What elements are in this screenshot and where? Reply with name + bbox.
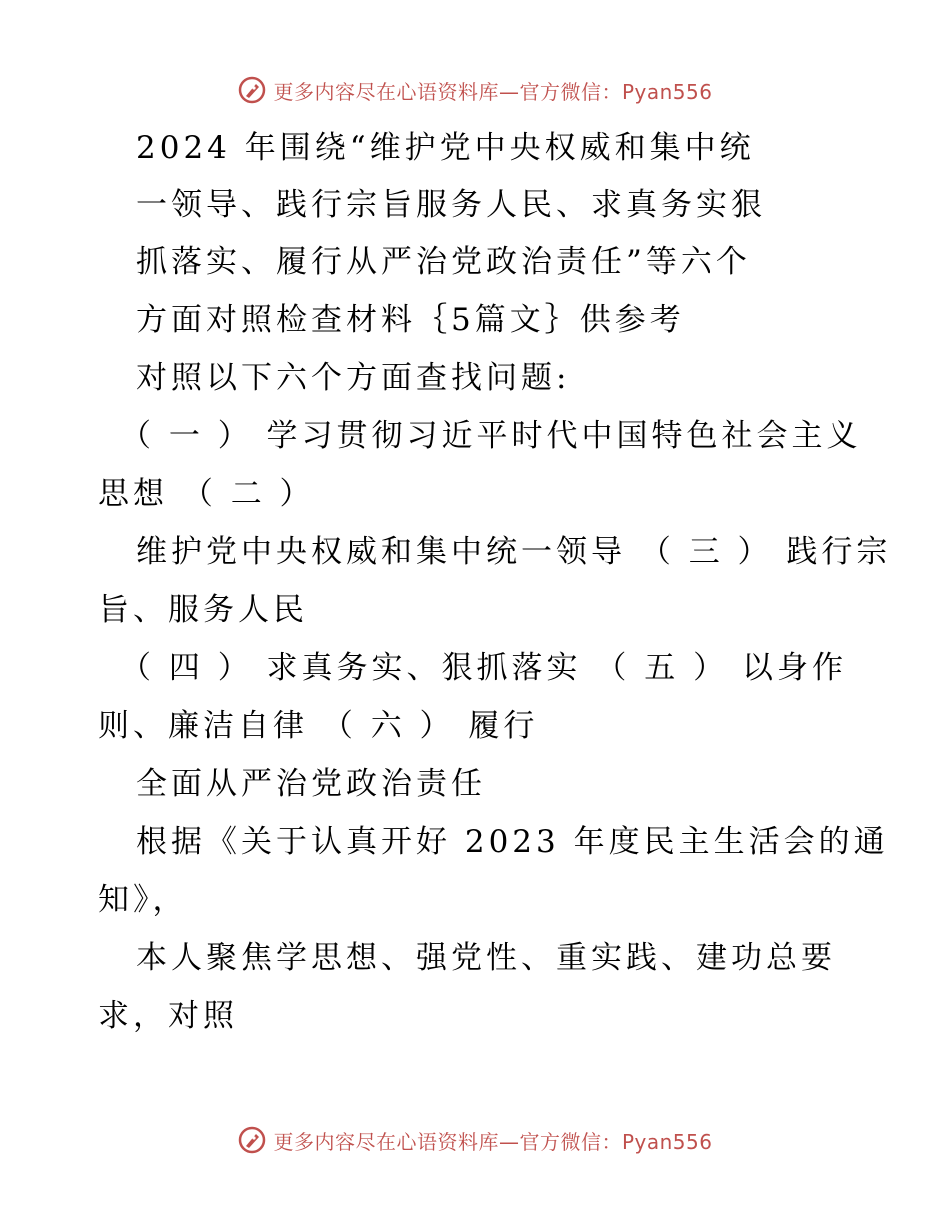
text-line: （ 一 ） 学习贯彻习近平时代中国特色社会主义 [120,418,862,454]
text-line: 2024 年围绕“维护党中央权威和集中统 [136,130,755,166]
text-line: （ 四 ） 求真务实、狠抓落实 （ 五 ） 以身作 [120,650,847,686]
watermark-text: 更多内容尽在心语资料库—官方微信：Pyan556 [273,1129,713,1154]
pen-nib-circle-icon [237,1125,267,1155]
text-line: 方面对照检查材料｛5篇文｝供参考 [136,302,685,338]
text-line: 一领导、践行宗旨服务人民、求真务实狠 [136,187,766,223]
watermark-footer [0,1120,950,1160]
watermark-header [0,70,950,110]
text-line: 旨、服务人民 [98,592,308,628]
watermark-text: 更多内容尽在心语资料库—官方微信：Pyan556 [273,79,713,104]
text-line: 对照以下六个方面查找问题: [136,360,571,396]
text-line: 则、廉洁自律 （ 六 ） 履行 [98,708,539,744]
text-line: 思想 （ 二 ） [98,476,315,512]
text-line: 求，对照 [98,998,238,1034]
text-line: 全面从严治党政治责任 [136,766,486,802]
text-line: 本人聚焦学思想、强党性、重实践、建功总要 [136,940,836,976]
text-line: 根据《关于认真开好 2023 年度民主生活会的通 [136,824,889,860]
text-line: 维护党中央权威和集中统一领导 （ 三 ） 践行宗 [136,534,892,570]
pen-nib-circle-icon [237,75,267,105]
text-line: 知》， [98,882,188,918]
text-line: 抓落实、履行从严治党政治责任”等六个 [136,244,751,280]
